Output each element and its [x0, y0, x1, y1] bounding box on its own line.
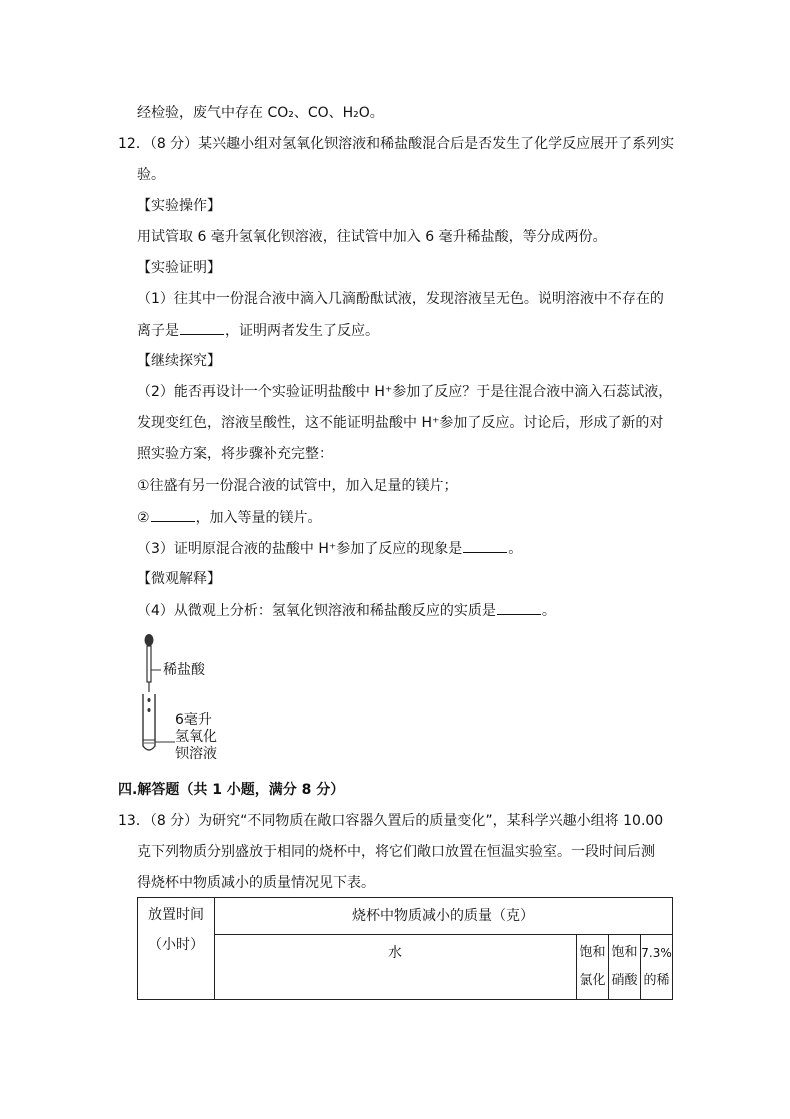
dropper-tube	[147, 646, 151, 682]
step-2	[137, 507, 322, 528]
header-time-2: （小时）	[148, 937, 204, 953]
col-water: 水	[388, 945, 402, 961]
part-2-line-3: 照实验方案，将步骤补充完整：	[137, 446, 333, 462]
step-2-prefix: ②	[137, 510, 150, 526]
question-13-line-1: 13．（8 分）为研究“不同物质在敞口容器久置后的质量变化”，某科学兴趣小组将 10.00	[118, 813, 664, 829]
col-nacl-1: 饱和	[579, 945, 606, 960]
section-4-heading: 四.解答题（共 1 小题，满分 8 分）	[118, 782, 345, 798]
col-kno3-1: 饱和	[611, 945, 638, 960]
part-3-prefix: （3）证明原混合液的盐酸中 H⁺参加了反应的现象是	[137, 541, 463, 557]
part-2-line-2: 发现变红色，溶液呈酸性，这不能证明盐酸中 H⁺参加了反应。讨论后，形成了新的对	[137, 415, 664, 431]
step-1: ①往盛有另一份混合液的试管中，加入足量的镁片；	[137, 478, 458, 494]
part-4-prefix: （4）从微观上分析：氢氧化钡溶液和稀盐酸反应的实质是	[137, 603, 496, 619]
table-divider	[214, 934, 672, 935]
answer-blank-4[interactable]	[497, 600, 541, 615]
part-3-suffix: 。	[508, 541, 523, 557]
tube-label-2: 氢氧化	[175, 729, 217, 745]
operation-text: 用试管取 6 毫升氢氧化钡溶液，往试管中加入 6 毫升稀盐酸，等分成两份。	[137, 229, 607, 245]
col-nacl-2: 氯化	[579, 973, 606, 988]
droplet	[148, 708, 151, 712]
col-kno3-2: 硝酸	[611, 973, 638, 988]
part-3	[137, 538, 522, 559]
droplet	[148, 698, 151, 702]
tube-label-3: 钡溶液	[175, 746, 217, 762]
apparatus-figure	[135, 632, 255, 762]
part-1-suffix: ，证明两者发生了反应。	[225, 323, 379, 339]
header-mass: 烧杯中物质减小的质量（克）	[352, 908, 534, 924]
col-hcl-2: 的稀	[643, 973, 670, 988]
question-12-line-2: 验。	[137, 167, 165, 183]
dropper-bulb	[145, 634, 154, 646]
question-13-line-2: 克下列物质分别盛放于相同的烧杯中，将它们敞口放置在恒温实验室。一段时间后测	[137, 844, 655, 860]
part-1-prefix: 离子是	[137, 323, 179, 339]
mass-table	[137, 897, 673, 1000]
answer-blank-3[interactable]	[463, 538, 507, 553]
step-2-suffix: ，加入等量的镁片。	[195, 510, 322, 526]
part-1-line-2	[137, 320, 379, 341]
heading-micro-explanation: 【微观解释】	[137, 571, 221, 587]
heading-continue-explore: 【继续探究】	[137, 353, 221, 369]
col-hcl-1: 7.3%	[641, 946, 672, 960]
header-time-1: 放置时间	[148, 907, 204, 923]
tube-label-1: 6毫升	[175, 712, 212, 728]
part-1-line-1: （1）往其中一份混合液中滴入几滴酚酞试液，发现溶液呈无色。说明溶液中不存在的	[137, 291, 664, 307]
part-4	[137, 600, 556, 621]
answer-blank-1[interactable]	[180, 320, 224, 335]
answer-blank-2[interactable]	[151, 507, 195, 522]
part-2-line-1: （2）能否再设计一个实验证明盐酸中 H⁺参加了反应？于是往混合液中滴入石蕊试液，	[137, 384, 673, 400]
line-conclusion: 经检验，废气中存在 CO₂、CO、H₂O。	[137, 105, 384, 121]
test-tube	[143, 694, 155, 750]
part-4-suffix: 。	[541, 603, 556, 619]
question-12-line-1: 12．（8 分）某兴趣小组对氢氧化钡溶液和稀盐酸混合后是否发生了化学反应展开了系列实	[118, 136, 675, 152]
heading-experiment-proof: 【实验证明】	[137, 260, 221, 276]
dropper-label: 稀盐酸	[163, 662, 205, 678]
question-13-line-3: 得烧杯中物质减小的质量情况见下表。	[137, 875, 375, 891]
heading-experiment-operation: 【实验操作】	[137, 198, 221, 214]
